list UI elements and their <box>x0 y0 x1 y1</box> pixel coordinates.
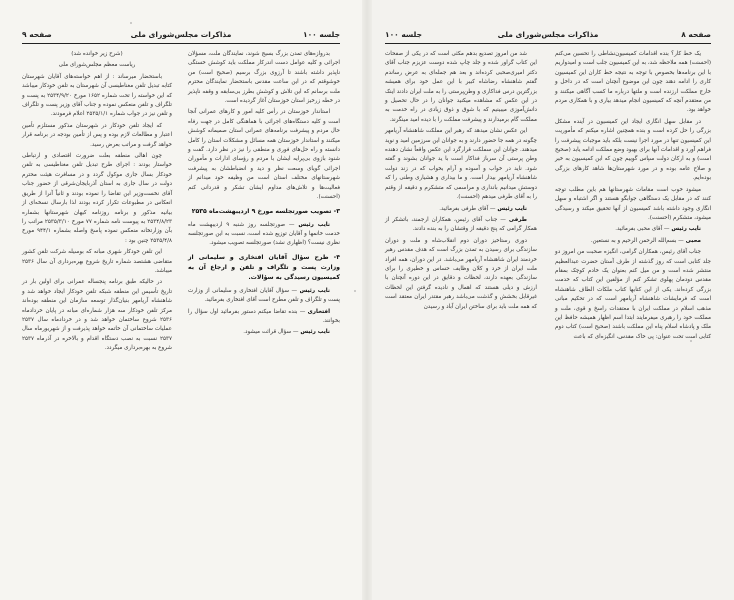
text-column-inner <box>385 50 537 314</box>
paragraph: باستحضار میرساند : از اهم خواسته‌های آقایان شهرستان کتابه تبدیل تلفن مغناطیسی آن شهرستان به تلفن خودکار میباشد که این خواسته را تحت شماره ۱۶۵۲ مورخ ۲۵۳۴/۹/۲۰ به پست و تلگراف و تلفن منعکس نموده و جناب آقای وزیر پست و تلگراف و تلفن نیز در جواب شماره ۲۵۳۵/۱/۱ اعلام فرمودند. <box>22 73 172 118</box>
paragraph: در مقابل سهل انگاری ایجاد این کمیسیون در آینده مشکل بزرگی را حل کرده است و بنده همچنین اشاره میکنم که مأموریت این کمیسیون تنها در مورد اجرا نیست بلکه باید موجبات پیشرفت را فراهم آورد و اقدامات آنها برای بهبود وضع مملکت ادامه یابد (صحیح است) و به ارکان دولت سپاس گوییم چون که این کمیسیون به خیر و صلاح عامه بوده و در مورد شهرستان‌ها شاهد کارهای بزرگی بوده‌ایم. <box>555 118 711 182</box>
paragraph: دوری رستاخیز دوران دوم انقلاب‌شاه و ملت و دوران سازندگی برای رسیدن به تمدن بزرگ است که هدف مقدس رهبر خردمند ایران شاهنشاه آریامهر می‌باشد. در این دوران، همه افراد ملت ایران از خرد و کلان وظایف حساس و خطیری را برای سازندگی بعهده دارند، لحظات و دقایق در این دوره آنچنان با ارزش و دیلی هستند که اهمال و نادیده گرفتن این لحظات غیرقابل بخشش و گذشت می‌باشد رهبر مقتدر ایران معتقد است که همه ملت باید برای ساختن ایران آباد و رسیدن <box>385 237 537 310</box>
speech <box>385 205 537 214</box>
speech <box>555 237 711 246</box>
speech-text: — صورتجلسه روز شنبه ۹ اردیبهشت ماه خدمت خانمها و آقایان توزیع شده است، نسبت به این صورتجلسه نظری نیست؟ (اظهاری نشد) صورتجلسه تصویب میشود. <box>188 221 340 247</box>
paragraph: شد من امروز تصدیع بدهم مکثی است که در یکی از صفحات این کتاب گراور شده و جلد چاپ شده دوست عزیزم جناب آقای دکتر امیری‌صحبی کرده‌اند و بعد هم جمله‌ای به عرض رساندم گفتم شاهنشاه رضاشاه کبیر با این عمل خود برای همیشه بزرگترین درس فداکاری و وطن‌پرستی را به ملت ایران دادند اینک در این عکس که مشاهده میکنید جوانان را در حال تحصیل و دانش‌آموزی میبینیم که با شوق و ذوق زیادی در راه خدمت به مملکت گام برمیدارند و پیشرفت مملکت را با دیده امید مینگرند. <box>385 51 537 123</box>
speech <box>188 287 340 306</box>
speaker-name: نایب رئیس <box>300 329 330 336</box>
section-heading: ۴- طرح سؤال آقایان افتخاری و سلیمانی از وزارت پست و تلگراف و تلفن و ارجاع آن به کمیسیون رسیدگی به سؤالات. <box>188 253 340 281</box>
text-column-inner <box>188 50 340 340</box>
speaker-name: طرفی <box>508 216 527 223</box>
paragraph: در حالیکه طبق برنامه پنجساله عمرانی برای اولین بار در تاریخ تأسیس این منطقه شبکه تلفن خودکار ایجاد خواهد شد و شاهنشاه آریامهر بنیان‌گذار توسعه سازمان این منطقه بوده‌اند مرکز تلفن خودکار سه هزار شماره‌ای مبانه در پایان خردادماه ۲۵۳۶ شروع ساختمان خواهد شد و در خردادماه سال ۲۵۳۷ عملیات ساختمانی آن خاتمه خواهد پذیرفت و از شهریورماه سال ۲۵۳۷ نسبت به نصب دستگاه اقدام و بالاخره در آذرماه ۲۵۳۷ شروع به بهره‌برداری میگردد. <box>22 279 172 352</box>
book-gutter <box>362 0 372 600</box>
speech-text: — سؤال آقایان افتخاری و سلیمانی از وزارت پست و تلگراف و تلفن مطرح است آقای افتخاری بفرمائید. <box>188 287 340 304</box>
speech <box>555 225 711 234</box>
paragraph: بدروازه‌های تمدن بزرگ بسیج شوند، نمایندگان ملت، مسؤلان اجرائی و کلیه عوامل دست اندرکار مملکت باید کوشش خستگی ناپذیر داشته باشند تا آرزوی بزرگ برسیم (صحیح است) من خوشوقتم که در این ساعت مقدس باستحضار نمایندگان محترم ملت برسانم که این تلاش و کوشش بطرز بی‌سابقه و وقفه ناپذیر در خطه زرخیز استان خوزستان آغاز گردیده است. <box>188 51 340 105</box>
speech <box>188 308 340 327</box>
paragraph: یک خط کار؟ بنده اقدامات کمیسیون‌نشاطی را تحسین می‌کنم (احسنت) همه ملاحظه شد، به این کمیسیون جلب است و امیدواریم با این برنامه‌ها بخصوص با توجه به نتیجه خط کاران این کمیسیون کاری را ادامه دهند چون این موضوع آنچنان است که در داخل و خارج مملکت ارزنده است و ملتها درباره ما کسب آگاهی میکنند و من معتقدم آنچه که کمیسیون انجام میدهد بیاری و با همکاری مردم خواهد بود. <box>555 51 711 114</box>
speaker-name: محبی <box>685 237 701 244</box>
paragraph: که ایجاد تلفن خودکار در شهرستان مذکور مستلزم تأمین اعتبار و مطالعات لازم بوده و پس از تأمین بودجه در برنامه قرار خواهد گرفت و مراتب بعرض رسید. <box>22 122 172 148</box>
addressee: ریاست معظم مجلس‌شورای ملی <box>58 62 136 69</box>
speech-text: — آقای محبی بفرمائید. <box>615 226 670 233</box>
paragraph: میشود خوب است مقامات شهرستانها هم باین مطلب توجه کنند که در مقابل یک دستگاهی جوابگو هستند و اگر اشتباه و سهل انگاری وجود داشته باشد کمیسیون از آنها تحقیق میکند و رسیدگی میشود، متشکرم (احسنت). <box>555 186 711 221</box>
paragraph: این تلفن خودکار شهری مبانه که بوسیله شرکت تلفن کشور متقاضی هشتصد شماره تاریخ شروع بهره‌برداری آن سال ۲۵۳۶ میباشد. <box>22 249 172 274</box>
speaker-name: نایب رئیس <box>671 226 701 233</box>
speech <box>188 221 340 249</box>
paragraph: استاندار خوزستان در رأس کلیه امور و کارهای عمرانی آنجا است و کلیه دستگاه‌های اجرائی با هماهنگی کامل در جهت رفاه حال مردم و پیشرفت برنامه‌های عمرانی استان صمیمانه کوشش میکنند و استاندار خوزستان همه مسائل و مشکلات استان را کامل دانسته و راه حل‌های فوری و منطقی را نیز در نظر دارد. گفت و شنود بازوی بی‌پرایه ایشان با مردم و رؤسای ادارات و مأموران اجرائی گویای وسعت نظر و دید و انضباطشان به پیشرفت شهرستانهای مختلف استان است من وظیفه خود میدانم از فعالیت‌ها و تلاش‌های مداوم ایشان تشکر و قدردانی کنم (احسنت). <box>188 109 340 201</box>
page-8 <box>367 0 734 600</box>
speaker-name: افتخاری <box>307 308 330 315</box>
speech-text: — بنده تقاضا میکنم دستور بفرمائید اول سؤال را بخوانند. <box>188 308 340 324</box>
proceedings-title: مذاکرات مجلس‌شورای ملی <box>130 30 232 39</box>
page-header <box>385 27 711 43</box>
text-column-outer <box>22 50 172 356</box>
speech-text: — جناب آقای رئیس، همکاران ارجمند، باتشکر از همکار گرامی که پنج دقیقه از وقتشان را به بنده دادند. <box>385 216 537 233</box>
speaker-name: نایب رئیس <box>497 205 527 212</box>
speaker-name: نایب رئیس <box>298 221 330 228</box>
session-label: جلسه ۱۰۰ <box>385 30 422 39</box>
page-header <box>22 27 340 43</box>
paragraph: چون اهالی منطقه بعلت ضرورت اقتصادی و ارتباطی خواستار بودند : اجرای طرح تبدیل تلفن مغناطیسی به تلفن خودکار بسال جاری موکول گردد و در مسافرت هیئت محترم دولت در سال جاری به استان آذربایجان‌شرقی از حضور جناب آقای نخست‌وزیر این تقاضا را نموده بودند و ثانیاً آنرا از طریق انعکاس در مطبوعات تکرار کرده بودند لذا بارسال نسخه‌ای از بیانیه مذکور و برنامه روزنامه کیهان شهرستانها بشماره ۲۵۳۴/۸/۲۳ به پیوست نامه شماره ۷۷ مورخ ۲۵۳۵/۳/۱۰ مراتب را بآن وزارتخانه منعکس نموده پاسخ واصله بشماره ۹۴۴/۱ مورخ ۲۵۳۵/۴/۸ چنین بود : <box>22 153 173 244</box>
proceedings-title: مذاکرات مجلس‌شورای ملی <box>497 30 599 39</box>
header-rule <box>385 43 711 44</box>
session-label: جلسه ۱۰۰ <box>303 30 340 39</box>
speech <box>385 216 537 235</box>
scan-speck <box>130 22 132 24</box>
speech-text: — آقای طرفی بفرمائید. <box>439 205 496 212</box>
page-number: صفحه ۹ <box>22 30 52 39</box>
text-column-outer <box>555 50 711 344</box>
speech <box>188 328 340 337</box>
header-rule <box>22 43 340 44</box>
caption: (شرح زیر خوانده شد) <box>71 51 123 57</box>
scan-speck <box>690 340 692 342</box>
scan-speck <box>354 290 356 292</box>
speech-text: — سؤال قرائت میشود. <box>243 329 299 336</box>
section-heading: ۳- تصویب صورتجلسه مورخ ۹ اردیبهشت‌ماه ۲۵۳۵ <box>191 207 340 215</box>
paragraph: این عکس نشان میدهد که رهبر این مملکت شاهنشاه آریامهر چگونه در همه جا حضور دارند و به جوانان این سرزمین امید و نوید میدهند. جوانان این سملکت قرارگرد این عکس واقعاً نشان دهنده وطن پرستی آن سرباز فداکار است با ید جوانان بشوند و گفته شود. ناید در خواب و آسوده و آرام بخواب که در زند دولت شاهنشاه آریامهر بیدار است. و ما بیداری و هشیاری وطنی را که دوستش میدانیم بانداری و مراسمی که متشکرم و دقیقه از وقتم را به آقای طرفی میدهم (احسنت). <box>385 128 537 201</box>
paragraph: جناب آقای رئیس، همکاران گرامی، انگیزه صحبت من امروز دو جلد کتابی است که روز گذشته از طرف آستان حضرت عبدالعظیم منتشر شده است و من میل کنم بعنوان یک خادم کوچک بمقام مقدس دودمان پهلوی تشکر کنم از مؤلفین این کتاب که خدمت بزرگی کرده‌اند. یکی از این کتابها کتاب ملکات الطاف شاهنشاه است که فرمایشات شاهنشاه آریامهر است که در تحکیم مبانی مذهب اسلام در مملکت ایران با معتقدات راسخ و قوی، ملت و مملکت خود را رهبری میفرمایند ابتدا اسم اظهار همیشه حافظ این ملک و پادشاه اسلام پناه این مملکت باشند (صحیح است) کتاب دوم کتابی است تحت عنوان: پی خاک مقدس، انگیزه‌ای که باعث <box>555 249 711 340</box>
page-number: صفحه ۸ <box>681 30 711 39</box>
speech-text: — بسم‌الله الرحمن الرحیم و به نستعین. <box>590 237 684 244</box>
speaker-name: نایب رئیس <box>299 287 331 294</box>
